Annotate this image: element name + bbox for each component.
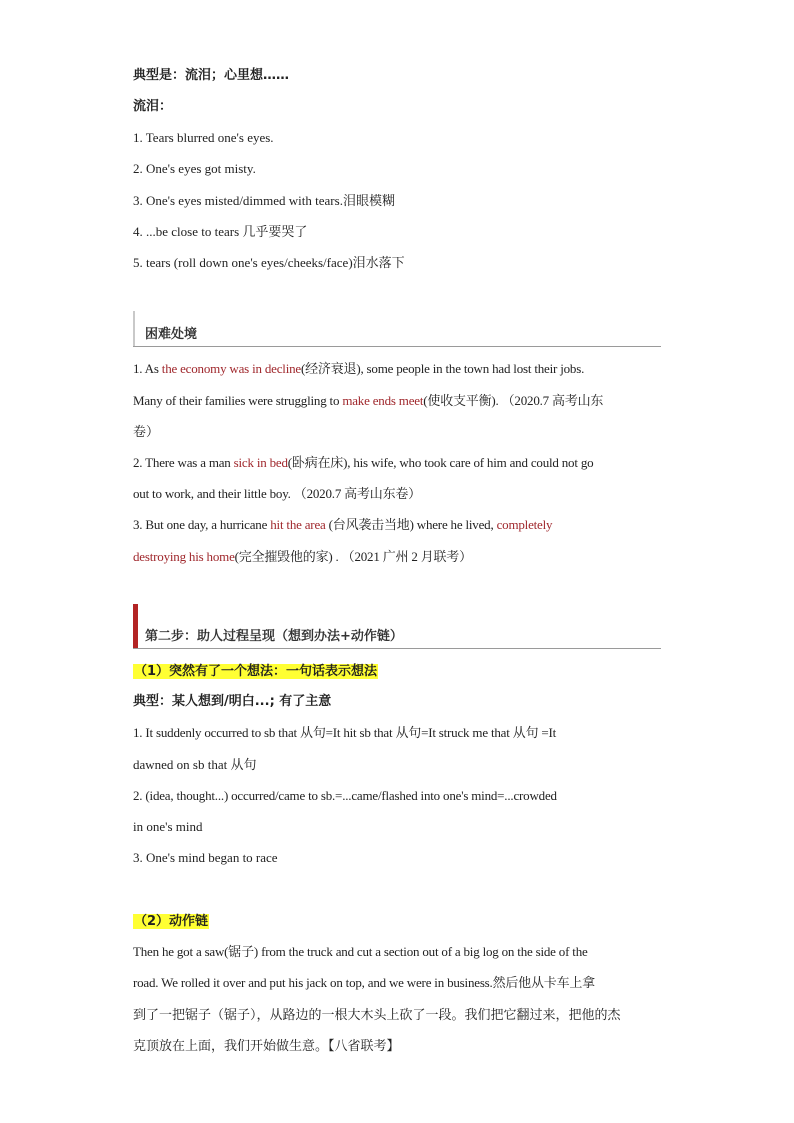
idea-line: 1. It suddenly occurred to sb that 从句=It hit sb that 从句=It struck me that 从句 =It (133, 725, 557, 740)
difficult-heading-text: 困难处境 (145, 327, 198, 342)
example-2-line-2: out to work, and their little boy. （2020.7 高考山东卷） (133, 486, 421, 501)
idea-line: in one's mind (133, 819, 203, 834)
subheading-1 (133, 662, 378, 681)
list-item: 5. tears (roll down one's eyes/cheeks/face)泪水落下 (133, 255, 405, 270)
text: (台风袭击当地) where he lived, (325, 517, 497, 532)
text: (卧病在床), his wife, who took care of him and could not go (287, 455, 594, 470)
difficult-heading (133, 311, 661, 347)
text: (完全摧毁他的家) . （2021 广州 2 月联考） (234, 549, 472, 564)
idea-line: 2. (idea, thought...) occurred/came to sb.=...came/flashed into one's mind=...crowded (133, 788, 557, 803)
paragraph-line: 克顶放在上面，我们开始做生意。【八省联考】 (133, 1038, 400, 1053)
heading-bar (133, 311, 135, 346)
list-item: 4. ...be close to tears 几乎要哭了 (133, 224, 308, 239)
example-1-line-3: 卷） (133, 424, 160, 439)
text: (经济衰退), some people in the town had lost their jobs. (300, 361, 585, 376)
step2-heading-text: 第二步：助人过程呈现（想到办法+动作链） (145, 629, 403, 644)
idea-line: 3. One's mind began to race (133, 850, 278, 865)
list-item: 3. One's eyes misted/dimmed with tears.泪眼模糊 (133, 193, 395, 208)
text: 2. There was a man (133, 455, 234, 470)
example-3-line-2 (133, 548, 472, 566)
highlight-phrase: make ends meet (342, 393, 424, 408)
highlight-phrase: sick in bed (233, 455, 288, 470)
paragraph-line: road. We rolled it over and put his jack on top, and we were in business.然后他从卡车上拿 (133, 975, 595, 990)
step2-typical: 典型：某人想到/明白...; 有了主意 (133, 694, 332, 709)
paragraph-line: Then he got a saw(锯子) from the truck and cut a section out of a big log on the side of the (133, 944, 588, 959)
text: 1. As (133, 361, 162, 376)
text: Many of their families were struggling to (133, 393, 343, 408)
paragraph-line: 到了一把锯子（锯子），从路边的一根大木头上砍了一段。我们把它翻过来，把他的杰 (133, 1007, 621, 1022)
idea-line: dawned on sb that 从句 (133, 757, 257, 772)
highlight-phrase: hit the area (270, 517, 326, 532)
tears-title: 流泪： (133, 99, 173, 114)
example-3-line-1 (133, 516, 552, 534)
example-2-line-1 (133, 454, 593, 472)
highlight-phrase: the economy was in decline (161, 361, 301, 376)
text: 3. But one day, a hurricane (133, 517, 271, 532)
step2-heading (133, 604, 661, 649)
example-1-line-2 (133, 392, 603, 410)
highlight-phrase: completely (496, 517, 553, 532)
subheading-1-text: （1）突然有了一个想法：一句话表示想法 (134, 664, 378, 679)
list-item: 1. Tears blurred one's eyes. (133, 130, 274, 145)
subheading-2 (133, 912, 209, 931)
subheading-2-text: （2）动作链 (134, 914, 209, 929)
list-item: 2. One's eyes got misty. (133, 161, 256, 176)
highlight-phrase: destroying his home (133, 549, 235, 564)
heading-bar (133, 604, 138, 648)
typical-line: 典型是：流泪；心里想…… (133, 68, 290, 83)
example-1-line-1 (133, 360, 584, 378)
text: (使收支平衡). （2020.7 高考山东 (423, 393, 604, 408)
